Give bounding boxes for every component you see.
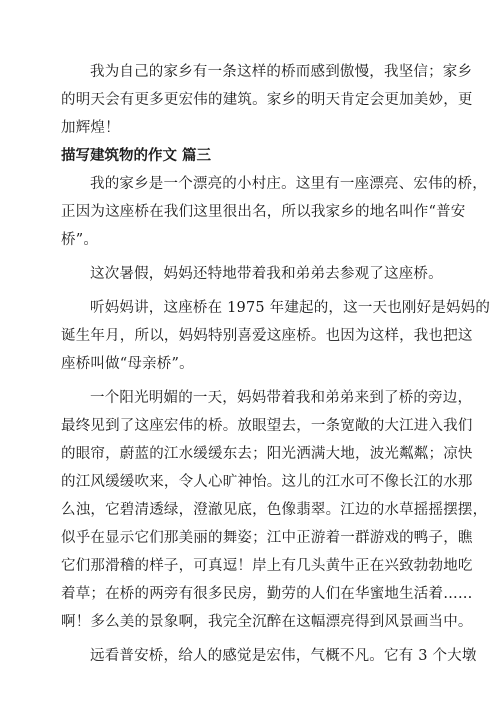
text-line: 我的家乡是一个漂亮的小村庄。这里有一座漂亮、宏伟的桥， (90, 176, 487, 192)
text-line: 它们那滑稽的样子，可真逗！岸上有几头黄牛正在兴致勃勃地吃 (61, 558, 473, 574)
text-line: 座桥叫做“母亲桥”。 (61, 356, 194, 372)
text-line: 似乎在显示它们那美丽的舞姿；江中正游着一群游戏的鸭子，瞧 (61, 530, 473, 546)
text-line: 加辉煌！ (61, 120, 120, 136)
text-line: 的眼帘，蔚蓝的江水缓缓东去；阳光洒满大地，波光粼粼；凉快 (61, 446, 473, 462)
text-line: 诞生年月，所以，妈妈特别喜爱这座桥。也因为这样，我也把这 (61, 328, 473, 344)
text-line: 么浊，它碧清透绿，澄澈见底，色像翡翠。江边的水草摇摇摆摆， (61, 502, 488, 518)
section-heading: 描写建筑物的作文 篇三 (61, 147, 212, 164)
text-line: 远看普安桥，给人的感觉是宏伟，气概不凡。它有 3 个大墩 (90, 648, 477, 664)
paragraph-5 (61, 384, 488, 636)
paragraph-1 (61, 58, 473, 142)
text-line: 最终见到了这座宏伟的桥。放眼望去，一条宽敞的大江进入我们 (61, 418, 473, 434)
text-line: 的江风缓缓吹来，令人心旷神怡。这儿的江水可不像长江的水那 (61, 474, 473, 490)
text-line: 的明天会有更多更宏伟的建筑。家乡的明天肯定会更加美妙，更 (61, 92, 473, 108)
text-line: 着草；在桥的两旁有很多民房，勤劳的人们在华蜜地生活着…… (61, 586, 473, 602)
paragraph-4 (61, 294, 491, 378)
paragraph-3 (61, 260, 441, 288)
text-line: 我为自己的家乡有一条这样的桥而感到傲慢，我坚信；家乡 (90, 64, 473, 80)
text-line: 桥”。 (61, 232, 99, 248)
paragraph-6 (61, 642, 477, 670)
text-line: 啊！多么美的景象啊，我完全沉醉在这幅漂亮得到风景画当中。 (61, 614, 473, 630)
paragraph-2 (61, 170, 487, 254)
text-line: 听妈妈讲，这座桥在 1975 年建起的，这一天也刚好是妈妈的 (90, 300, 491, 316)
document-page (61, 58, 491, 670)
text-line: 这次暑假，妈妈还特地带着我和弟弟去参观了这座桥。 (90, 266, 443, 282)
text-line: 一个阳光明媚的一天，妈妈带着我和弟弟来到了桥的旁边， (90, 390, 473, 406)
text-line: 正因为这座桥在我们这里很出名，所以我家乡的地名叫作“普安 (61, 204, 466, 220)
